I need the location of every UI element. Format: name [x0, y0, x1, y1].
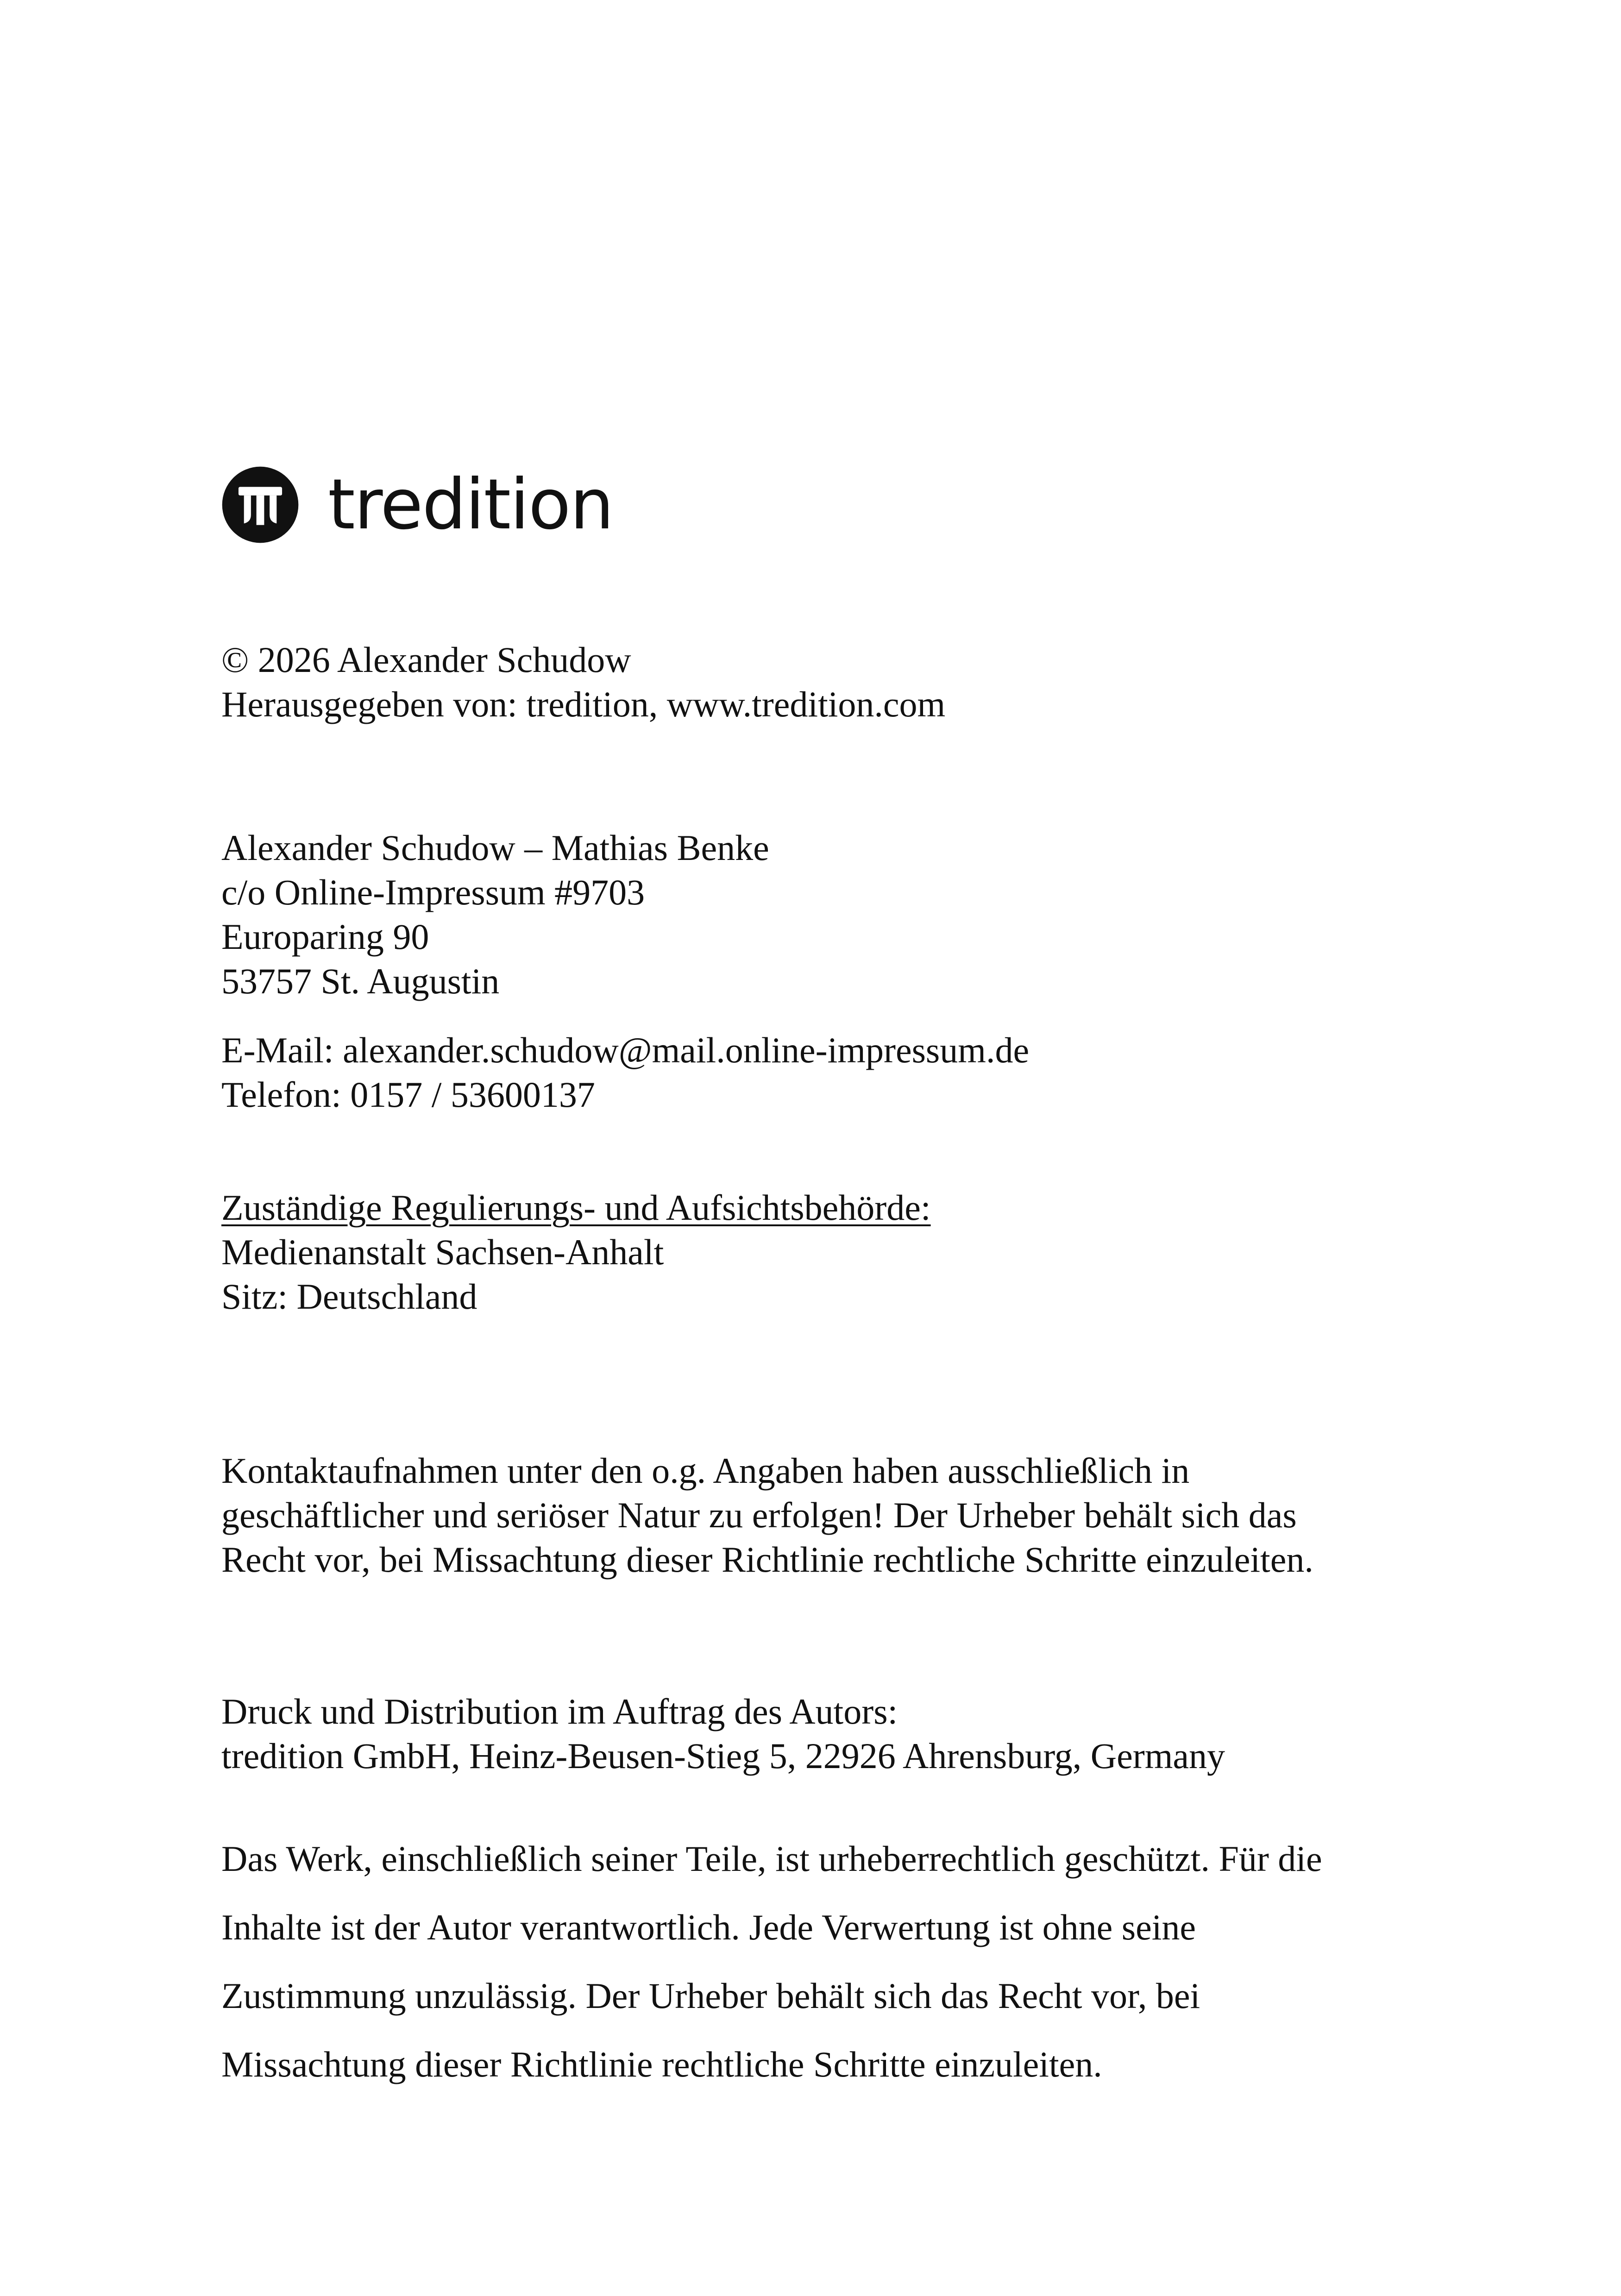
copyright-notice-line: Zustimmung unzulässig. Der Urheber behält sich das Recht vor, bei: [221, 1976, 1200, 2016]
authority-heading: Zuständige Regulierungs- und Aufsichtsbehörde:: [221, 1187, 931, 1228]
contact-block: [221, 1028, 1029, 1117]
contact-notice-line: Kontaktaufnahmen unter den o.g. Angaben haben ausschließlich in: [221, 1450, 1190, 1491]
tredition-logo-icon: [221, 466, 299, 544]
contact-phone: Telefon: 0157 / 53600137: [221, 1074, 595, 1115]
address-names: Alexander Schudow – Mathias Benke: [221, 828, 769, 868]
contact-notice-block: [221, 1449, 1313, 1582]
contact-email: E-Mail: alexander.schudow@mail.online-impressum.de: [221, 1030, 1030, 1070]
printing-block: [221, 1689, 1225, 1778]
authority-name: Medienanstalt Sachsen-Anhalt: [221, 1232, 664, 1272]
copyright-notice-block: [221, 1825, 1322, 2099]
authority-seat: Sitz: Deutschland: [221, 1276, 478, 1317]
publisher-line: Herausgegeben von: tredition, www.tredition.com: [221, 684, 946, 724]
contact-notice-line: geschäftlicher und seriöser Natur zu erfolgen! Der Urheber behält sich das: [221, 1495, 1297, 1535]
address-care-of: c/o Online-Impressum #9703: [221, 872, 645, 912]
publisher-logo: [221, 463, 613, 546]
printing-heading: Druck und Distribution im Auftrag des Autors:: [221, 1691, 898, 1731]
copyright-notice-line: Inhalte ist der Autor verantwortlich. Jede Verwertung ist ohne seine: [221, 1907, 1196, 1947]
contact-notice-line: Recht vor, bei Missachtung dieser Richtlinie rechtliche Schritte einzuleiten.: [221, 1539, 1313, 1580]
address-block: [221, 826, 769, 1004]
copyright-line: © 2026 Alexander Schudow: [221, 640, 631, 680]
authority-block: [221, 1186, 931, 1319]
address-city: 53757 St. Augustin: [221, 961, 500, 1001]
copyright-block: [221, 638, 945, 727]
logo-wordmark: tredition: [328, 464, 613, 545]
printing-company: tredition GmbH, Heinz-Beusen-Stieg 5, 22926 Ahrensburg, Germany: [221, 1736, 1225, 1776]
copyright-notice-line: Das Werk, einschließlich seiner Teile, ist urheberrechtlich geschützt. Für die: [221, 1838, 1322, 1879]
copyright-notice-line: Missachtung dieser Richtlinie rechtliche Schritte einzuleiten.: [221, 2044, 1102, 2084]
address-street: Europaring 90: [221, 916, 429, 957]
